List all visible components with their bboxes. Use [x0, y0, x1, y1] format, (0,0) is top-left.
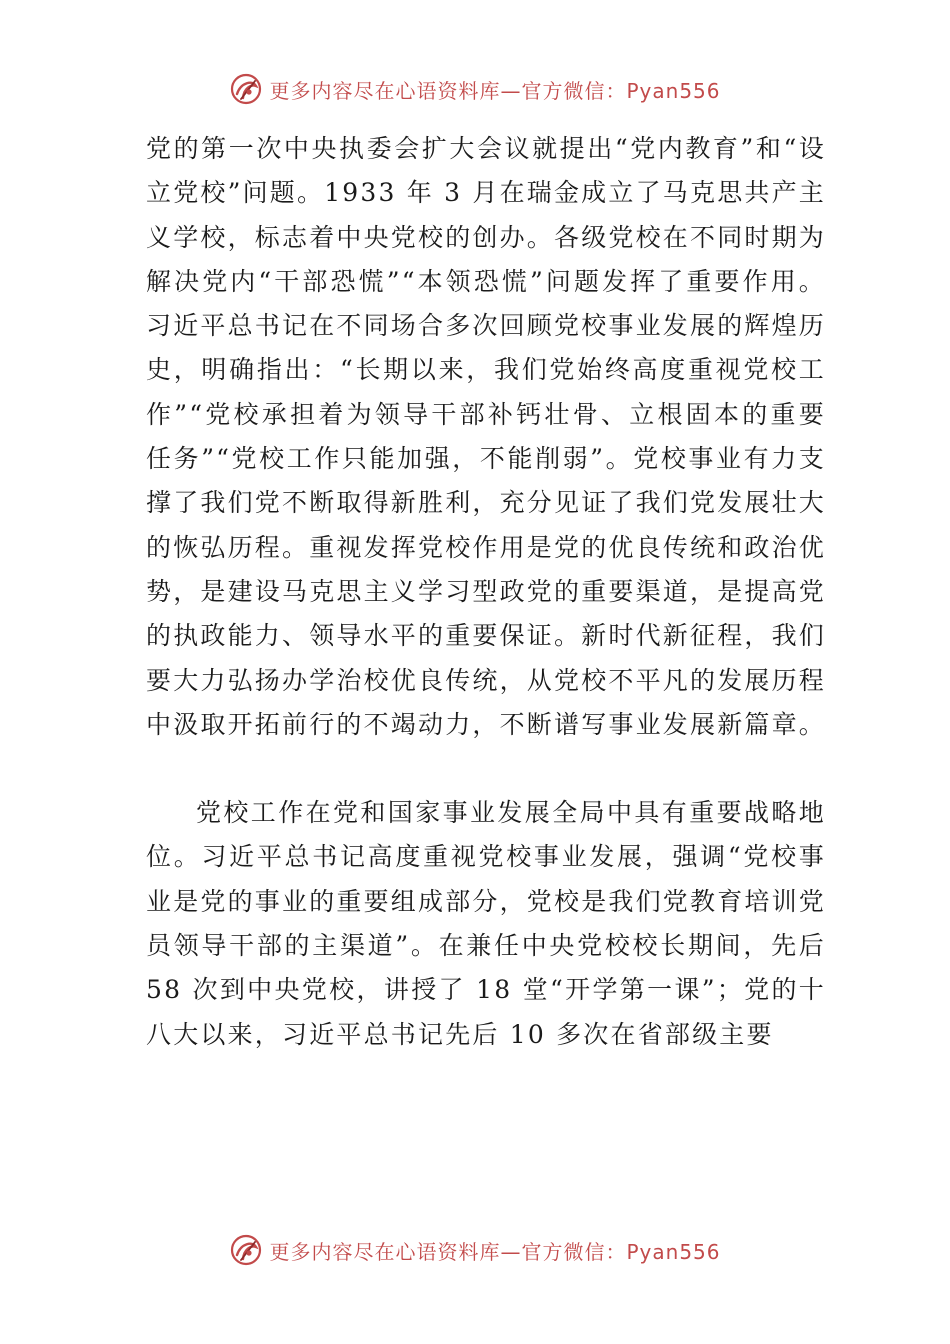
swirl-logo-icon [229, 72, 263, 106]
paragraph-2: 党校工作在党和国家事业发展全局中具有重要战略地位。习近平总书记高度重视党校事业发展，强调“党校事业是党的事业的重要组成部分，党校是我们党教育培训党员领导干部的主渠道”。在兼任中央党校校长期间，先后 58 次到中央党校，讲授了 18 堂“开学第一课”；党的十八大以来，习近平总书记先后 10 多次在省部级主要 [146, 798, 827, 1049]
footer-wechat-handle: Pyan556 [626, 1239, 721, 1264]
footer-slogan: 更多内容尽在心语资料库—官方微信：Pyan556 [269, 1239, 721, 1264]
swirl-logo-icon [229, 1233, 263, 1267]
document-body [146, 127, 826, 1057]
footer-banner [0, 1233, 950, 1267]
header-wechat-handle: Pyan556 [626, 78, 721, 103]
header-slogan: 更多内容尽在心语资料库—官方微信：Pyan556 [269, 78, 721, 103]
paragraph-gap [146, 747, 826, 791]
paragraph-1: 党的第一次中央执委会扩大会议就提出“党内教育”和“设立党校”问题。1933 年 3 月在瑞金成立了马克思共产主义学校，标志着中央党校的创办。各级党校在不同时期为解决党内“干部恐慌”“本领恐慌”问题发挥了重要作用。习近平总书记在不同场合多次回顾党校事业发展的辉煌历史，明确指出：“长期以来，我们党始终高度重视党校工作”“党校承担着为领导干部补钙壮骨、立根固本的重要任务”“党校工作只能加强，不能削弱”。党校事业有力支撑了我们党不断取得新胜利，充分见证了我们党发展壮大的恢弘历程。重视发挥党校作用是党的优良传统和政治优势，是建设马克思主义学习型政党的重要渠道，是提高党的执政能力、领导水平的重要保证。新时代新征程，我们要大力弘扬办学治校优良传统，从党校不平凡的发展历程中汲取开拓前行的不竭动力，不断谱写事业发展新篇章。 [146, 134, 827, 739]
header-banner [0, 72, 950, 106]
